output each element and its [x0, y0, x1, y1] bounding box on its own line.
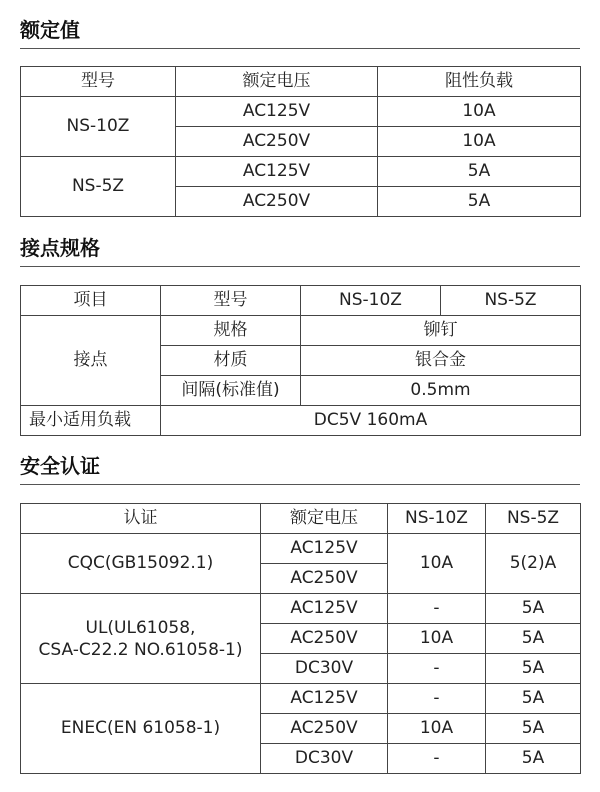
header-rated-voltage: 额定电压 — [261, 504, 388, 534]
table-row — [21, 534, 581, 564]
ns10z-cell: - — [388, 594, 486, 624]
section-title-safety: 安全认证 — [20, 454, 580, 485]
ns10z-cell: - — [388, 744, 486, 774]
table-row — [21, 157, 581, 187]
load-cell: 5A — [378, 157, 581, 187]
ns10z-cell: 10A — [388, 534, 486, 594]
header-ns10z: NS-10Z — [301, 286, 441, 316]
header-certification: 认证 — [21, 504, 261, 534]
voltage-cell: DC30V — [261, 654, 388, 684]
load-cell: 5A — [378, 187, 581, 217]
spec-value-cell: 0.5mm — [301, 376, 581, 406]
ns5z-cell: 5A — [486, 684, 581, 714]
ns10z-cell: - — [388, 684, 486, 714]
ns5z-cell: 5A — [486, 654, 581, 684]
table-row — [21, 684, 581, 714]
table-header-row — [21, 67, 581, 97]
spec-value-cell: 银合金 — [301, 346, 581, 376]
voltage-cell: AC125V — [261, 684, 388, 714]
header-ns5z: NS-5Z — [441, 286, 581, 316]
ns10z-cell: 10A — [388, 714, 486, 744]
voltage-cell: AC125V — [176, 157, 378, 187]
ns5z-cell: 5A — [486, 624, 581, 654]
ns5z-cell: 5A — [486, 714, 581, 744]
model-cell: NS-5Z — [21, 157, 176, 217]
section-title-contact: 接点规格 — [20, 236, 580, 267]
header-resistive-load: 阻性负载 — [378, 67, 581, 97]
contact-spec-table — [20, 285, 581, 436]
ns10z-cell: 10A — [388, 624, 486, 654]
table-row — [21, 406, 581, 436]
voltage-cell: AC250V — [176, 187, 378, 217]
header-item: 项目 — [21, 286, 161, 316]
table-row — [21, 594, 581, 624]
safety-cert-table — [20, 503, 581, 774]
contact-group-label: 接点 — [21, 316, 161, 406]
section-title-rated: 额定值 — [20, 18, 580, 49]
spec-value-cell: 铆钉 — [301, 316, 581, 346]
min-load-label: 最小适用负载 — [21, 406, 161, 436]
cert-name-ul-line1: UL(UL61058, — [85, 617, 196, 638]
table-row — [21, 97, 581, 127]
ns5z-cell: 5A — [486, 744, 581, 774]
table-row — [21, 316, 581, 346]
voltage-cell: AC250V — [261, 624, 388, 654]
voltage-cell: AC125V — [261, 534, 388, 564]
min-load-value: DC5V 160mA — [161, 406, 581, 436]
header-ns10z: NS-10Z — [388, 504, 486, 534]
voltage-cell: DC30V — [261, 744, 388, 774]
cert-name-cqc: CQC(GB15092.1) — [21, 534, 261, 594]
header-ns5z: NS-5Z — [486, 504, 581, 534]
cert-name-ul — [21, 594, 261, 684]
spec-name-cell: 材质 — [161, 346, 301, 376]
voltage-cell: AC125V — [261, 594, 388, 624]
rated-values-table — [20, 66, 581, 217]
header-rated-voltage: 额定电压 — [176, 67, 378, 97]
load-cell: 10A — [378, 127, 581, 157]
cert-name-enec: ENEC(EN 61058-1) — [21, 684, 261, 774]
voltage-cell: AC125V — [176, 97, 378, 127]
spec-name-cell: 规格 — [161, 316, 301, 346]
voltage-cell: AC250V — [176, 127, 378, 157]
ns5z-cell: 5A — [486, 594, 581, 624]
load-cell: 10A — [378, 97, 581, 127]
table-header-row — [21, 504, 581, 534]
voltage-cell: AC250V — [261, 714, 388, 744]
model-cell: NS-10Z — [21, 97, 176, 157]
spec-name-cell: 间隔(标准值) — [161, 376, 301, 406]
table-header-row — [21, 286, 581, 316]
header-model: 型号 — [161, 286, 301, 316]
voltage-cell: AC250V — [261, 564, 388, 594]
ns5z-cell: 5(2)A — [486, 534, 581, 594]
header-model: 型号 — [21, 67, 176, 97]
cert-name-ul-line2: CSA-C22.2 NO.61058-1) — [38, 639, 243, 660]
ns10z-cell: - — [388, 654, 486, 684]
